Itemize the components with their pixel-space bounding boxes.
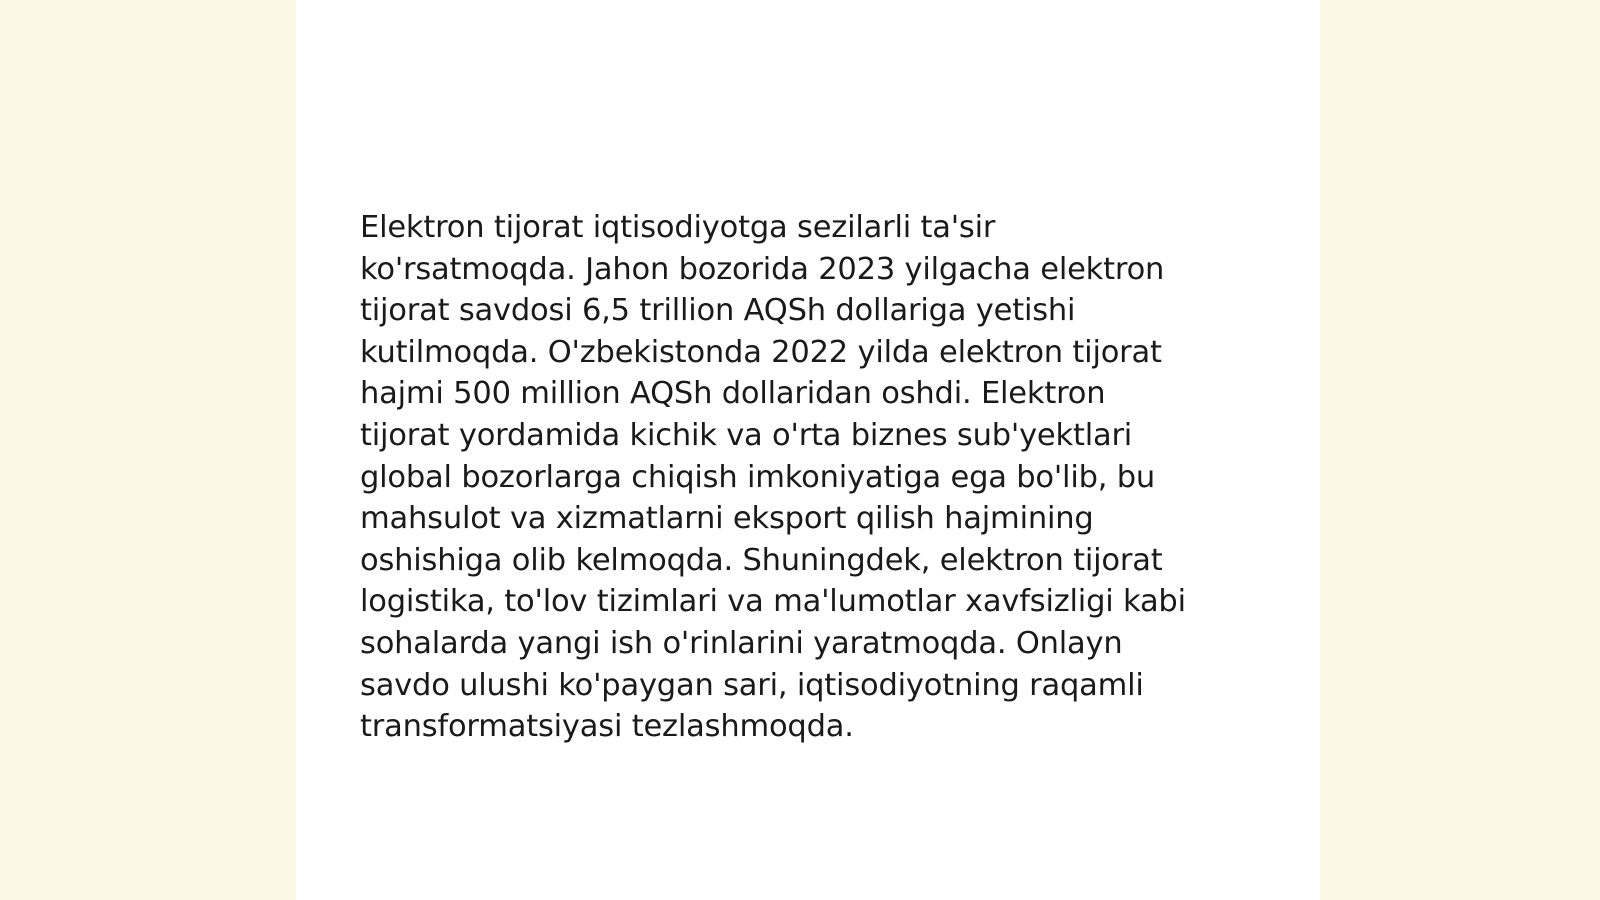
paragraph-line: kutilmoqda. O'zbekistonda 2022 yilda elektron tijorat xyxy=(360,334,1162,370)
paragraph-line: ko'rsatmoqda. Jahon bozorida 2023 yilgacha elektron xyxy=(360,251,1165,287)
body-paragraph xyxy=(360,207,1260,748)
paragraph-line: savdo ulushi ko'paygan sari, iqtisodiyotning raqamli xyxy=(360,667,1144,703)
paragraph-line: mahsulot va xizmatlarni eksport qilish hajmining xyxy=(360,501,1094,537)
paragraph-line: logistika, to'lov tizimlari va ma'lumotlar xavfsizligi kabi xyxy=(360,584,1186,620)
paragraph-line: transformatsiyasi tezlashmoqda. xyxy=(360,709,854,745)
document-page xyxy=(296,0,1320,900)
paragraph-line: global bozorlarga chiqish imkoniyatiga ega bo'lib, bu xyxy=(360,459,1156,495)
paragraph-line: hajmi 500 million AQSh dollaridan oshdi. Elektron xyxy=(360,376,1106,412)
paragraph-line: Elektron tijorat iqtisodiyotga sezilarli ta'sir xyxy=(360,210,996,245)
paragraph-line: sohalarda yangi ish o'rinlarini yaratmoqda. Onlayn xyxy=(360,625,1123,661)
paragraph-line: oshishiga olib kelmoqda. Shuningdek, elektron tijorat xyxy=(360,542,1163,578)
paragraph-line: tijorat savdosi 6,5 trillion AQSh dollariga yetishi xyxy=(360,293,1076,329)
paragraph-line: tijorat yordamida kichik va o'rta biznes sub'yektlari xyxy=(360,417,1133,453)
